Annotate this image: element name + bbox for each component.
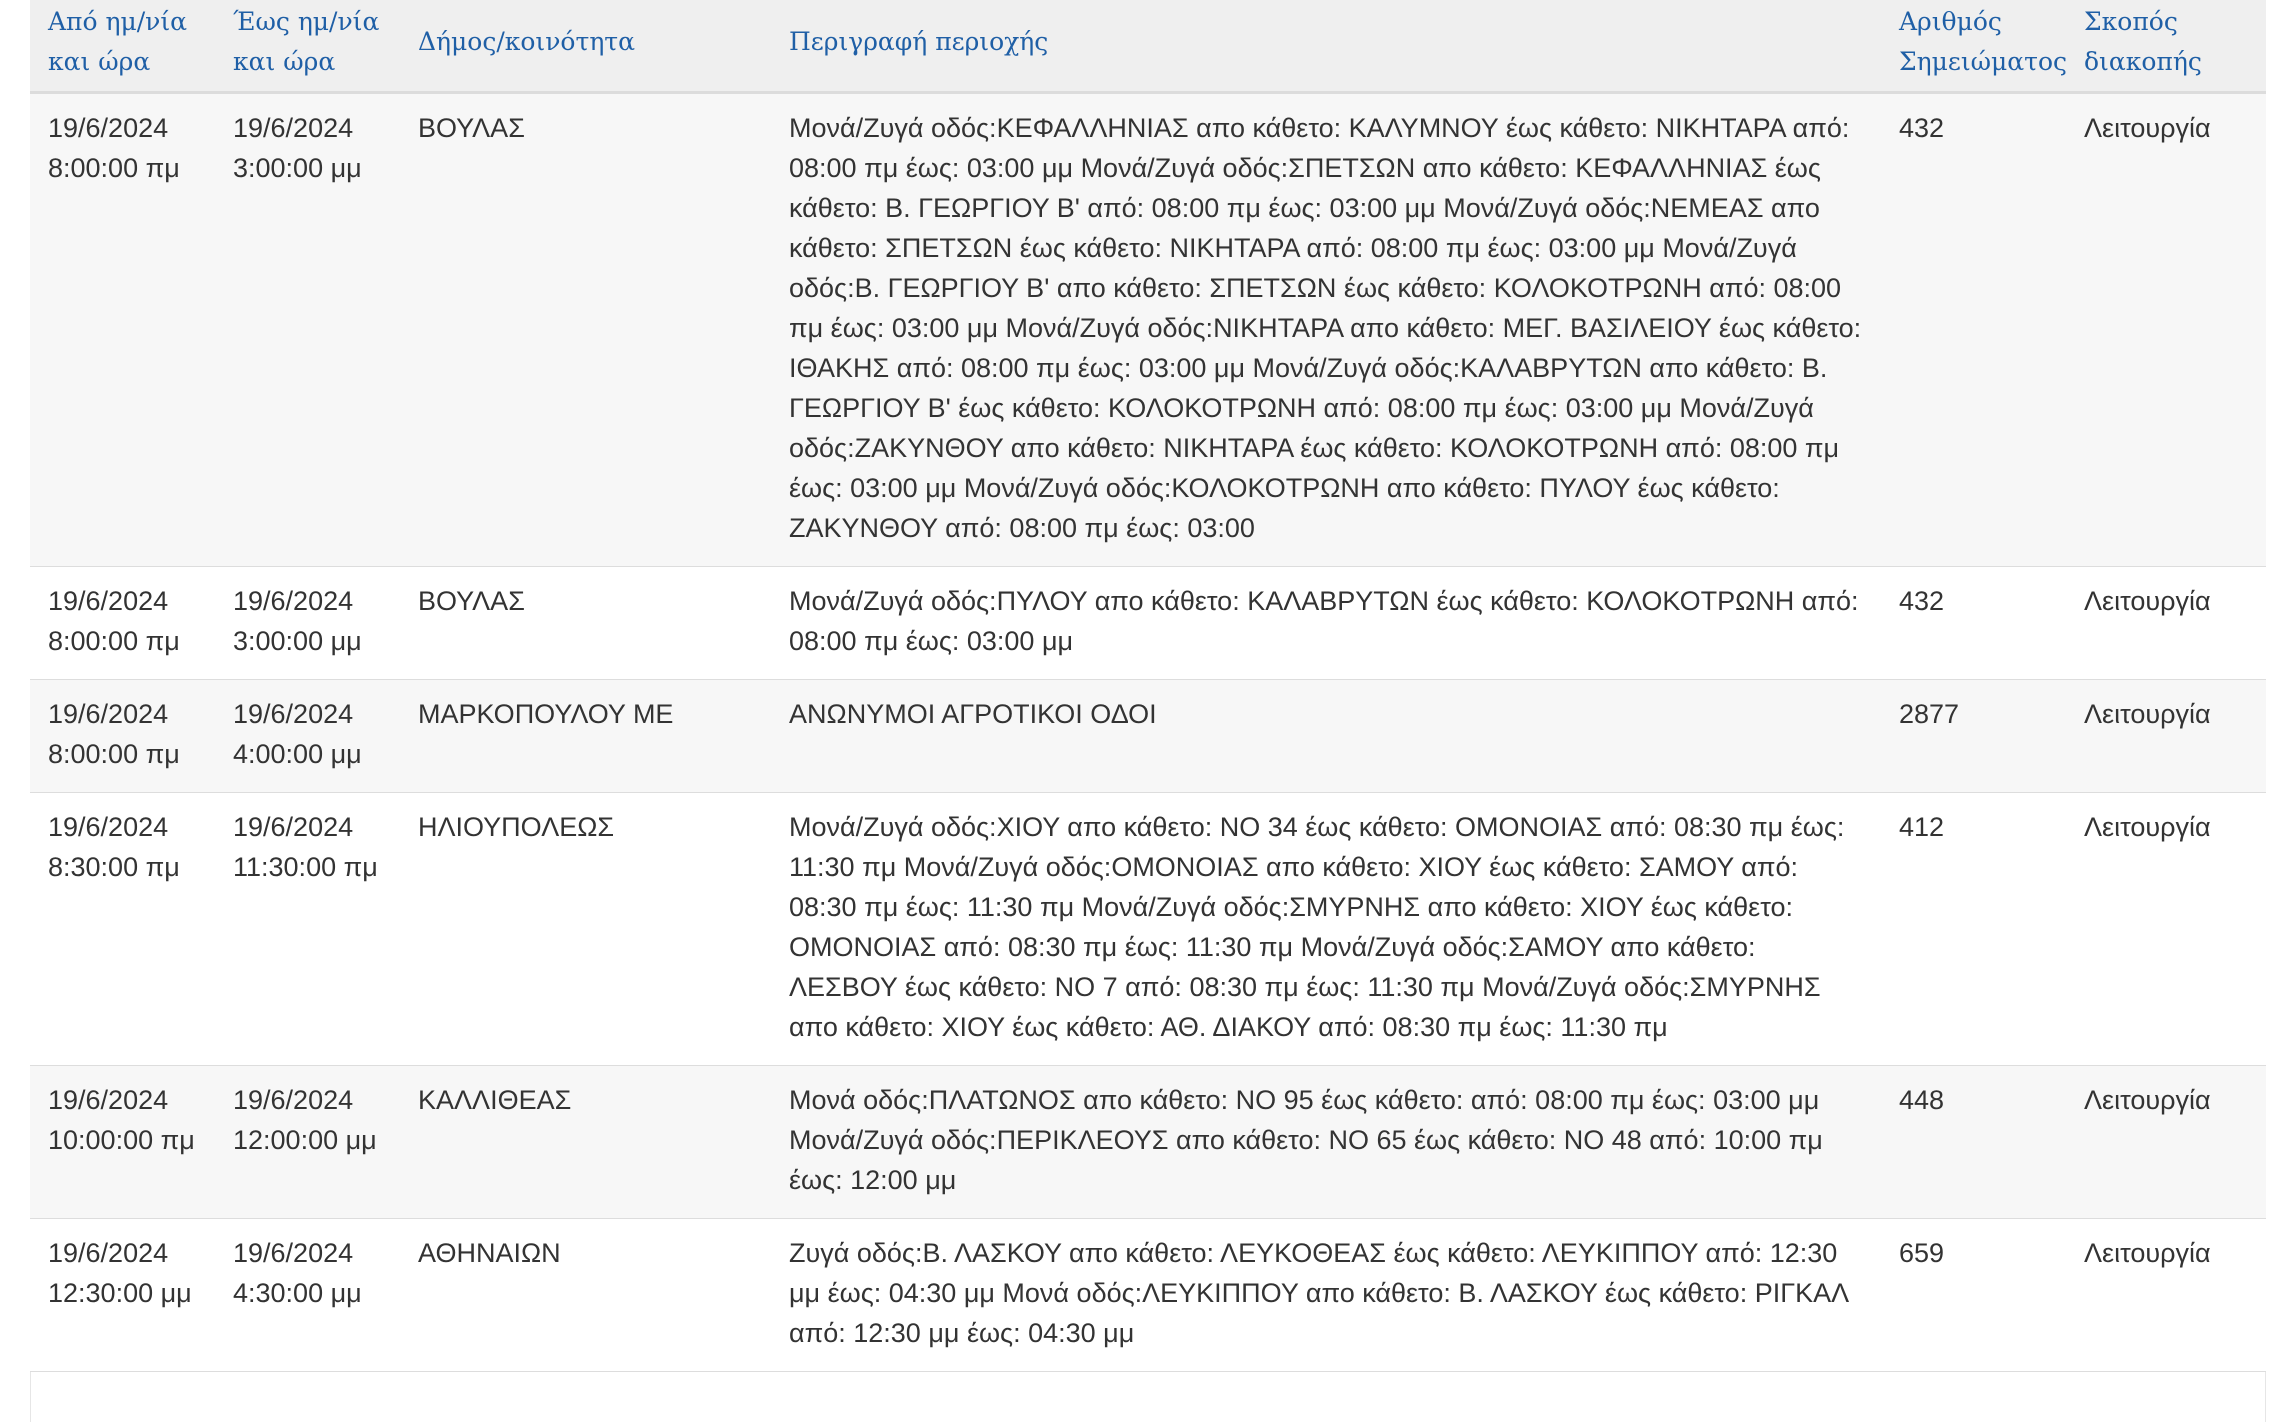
cell-outage-purpose: Λειτουργία [2084, 112, 2211, 143]
cell-area-description: ΑΝΩΝΥΜΟΙ ΑΓΡΟΤΙΚΟΙ ΟΔΟΙ [789, 698, 1157, 729]
cell-from-datetime: 19/6/2024 8:00:00 πμ [48, 698, 180, 769]
cell-to-datetime: 19/6/2024 4:00:00 μμ [233, 698, 362, 769]
table-body [30, 92, 2266, 1371]
cell-from-datetime: 19/6/2024 8:00:00 πμ [48, 112, 180, 183]
cell-municipality: ΑΘΗΝΑΙΩΝ [418, 1237, 561, 1268]
cell-from-datetime: 19/6/2024 8:30:00 πμ [48, 811, 180, 882]
cell-from-datetime: 19/6/2024 10:00:00 πμ [48, 1084, 195, 1155]
cell-from-datetime: 19/6/2024 8:00:00 πμ [48, 585, 180, 656]
cell-to-datetime: 19/6/2024 4:30:00 μμ [233, 1237, 362, 1308]
header-row [30, 0, 2266, 92]
cell-municipality: ΒΟΥΛΑΣ [418, 112, 525, 143]
cell-outage-purpose: Λειτουργία [2084, 698, 2211, 729]
header-outage-purpose[interactable]: Σκοπός διακοπής [2084, 7, 2202, 77]
cell-note-number: 432 [1899, 585, 1945, 616]
table-header [30, 0, 2266, 92]
cell-area-description: Ζυγά οδός:Β. ΛΑΣΚΟΥ απο κάθετο: ΛΕΥΚΟΘΕΑΣ έως κάθετο: ΛΕΥΚΙΠΠΟΥ από: 12:30 μμ έως: 04:30 μμ Μονά οδός:ΛΕΥΚΙΠΠΟΥ απο κάθετο: Β. ΛΑΣΚΟΥ έως κάθετο: ΡΙΓΚΑΛ από: 12:30 μμ έως: 04:30 μμ [789, 1237, 1848, 1348]
cell-note-number: 2877 [1899, 698, 1960, 729]
cell-outage-purpose: Λειτουργία [2084, 585, 2211, 616]
cell-municipality: ΜΑΡΚΟΠΟΥΛΟΥ ΜΕ [418, 698, 674, 729]
cell-to-datetime: 19/6/2024 12:00:00 μμ [233, 1084, 377, 1155]
header-municipality[interactable]: Δήμος/κοινότητα [418, 27, 636, 57]
cell-area-description: Μονά οδός:ΠΛΑΤΩΝΟΣ απο κάθετο: ΝΟ 95 έως κάθετο: από: 08:00 πμ έως: 03:00 μμ Μονά/Ζυγά οδός:ΠΕΡΙΚΛΕΟΥΣ απο κάθετο: ΝΟ 65 έως κάθετο: ΝΟ 48 από: 10:00 πμ έως: 12:00 μμ [789, 1084, 1823, 1195]
cell-area-description: Μονά/Ζυγά οδός:ΠΥΛΟΥ απο κάθετο: ΚΑΛΑΒΡΥΤΩΝ έως κάθετο: ΚΟΛΟΚΟΤΡΩΝΗ από: 08:00 πμ έως: 03:00 μμ [789, 585, 1859, 656]
cell-municipality: ΚΑΛΛΙΘΕΑΣ [418, 1084, 572, 1115]
cell-note-number: 448 [1899, 1084, 1945, 1115]
cell-note-number: 412 [1899, 811, 1945, 842]
table-row [30, 1218, 2266, 1371]
cell-note-number: 659 [1899, 1237, 1945, 1268]
cell-to-datetime: 19/6/2024 3:00:00 μμ [233, 112, 362, 183]
header-from-datetime[interactable]: Από ημ/νία και ώρα [48, 7, 188, 77]
cell-outage-purpose: Λειτουργία [2084, 1084, 2211, 1115]
table-row [30, 566, 2266, 679]
header-note-number[interactable]: Αριθμός Σημειώματος [1899, 7, 2068, 77]
header-area-description[interactable]: Περιγραφή περιοχής [789, 27, 1049, 57]
table-row [30, 92, 2266, 566]
cell-to-datetime: 19/6/2024 3:00:00 μμ [233, 585, 362, 656]
cell-area-description: Μονά/Ζυγά οδός:ΚΕΦΑΛΛΗΝΙΑΣ απο κάθετο: ΚΑΛΥΜΝΟΥ έως κάθετο: ΝΙΚΗΤΑΡΑ από: 08:00 πμ έως: 03:00 μμ Μονά/Ζυγά οδός:ΣΠΕΤΣΩΝ απο κάθετο: ΚΕΦΑΛΛΗΝΙΑΣ έως κάθετο: Β. ΓΕΩΡΓΙΟΥ Β' από: 08:00 πμ έως: 03:00 μμ Μονά/Ζυγά οδός:ΝΕΜΕΑΣ απο κάθετο: ΣΠΕΤΣΩΝ έως κάθετο: ΝΙΚΗΤΑΡΑ από: 08:00 πμ έως: 03:00 μμ Μονά/Ζυγά οδός:Β. ΓΕΩΡΓΙΟΥ Β' απο κάθετο: ΣΠΕΤΣΩΝ έως κάθετο: ΚΟΛΟΚΟΤΡΩΝΗ από: 08:00 πμ έως: 03:00 μμ Μονά/Ζυγά οδός:ΝΙΚΗΤΑΡΑ απο κάθετο: ΜΕΓ. ΒΑΣΙΛΕΙΟΥ έως κάθετο: ΙΘΑΚΗΣ από: 08:00 πμ έως: 03:00 μμ Μονά/Ζυγά οδός:ΚΑΛΑΒΡΥΤΩΝ απο κάθετο: Β. ΓΕΩΡΓΙΟΥ Β' έως κάθετο: ΚΟΛΟΚΟΤΡΩΝΗ από: 08:00 πμ έως: 03:00 μμ Μονά/Ζυγά οδός:ΖΑΚΥΝΘΟΥ απο κάθετο: ΝΙΚΗΤΑΡΑ έως κάθετο: ΚΟΛΟΚΟΤΡΩΝΗ από: 08:00 πμ έως: 03:00 μμ Μονά/Ζυγά οδός:ΚΟΛΟΚΟΤΡΩΝΗ απο κάθετο: ΠΥΛΟΥ έως κάθετο: ΖΑΚΥΝΘΟΥ από: 08:00 πμ έως: 03:00 [789, 112, 1862, 543]
table-row [30, 1065, 2266, 1218]
table-row [30, 792, 2266, 1065]
header-to-datetime[interactable]: Έως ημ/νία και ώρα [233, 7, 380, 77]
cell-outage-purpose: Λειτουργία [2084, 1237, 2211, 1268]
cell-area-description: Μονά/Ζυγά οδός:ΧΙΟΥ απο κάθετο: ΝΟ 34 έως κάθετο: ΟΜΟΝΟΙΑΣ από: 08:30 πμ έως: 11:30 πμ Μονά/Ζυγά οδός:ΟΜΟΝΟΙΑΣ απο κάθετο: ΧΙΟΥ έως κάθετο: ΣΑΜΟΥ από: 08:30 πμ έως: 11:30 πμ Μονά/Ζυγά οδός:ΣΜΥΡΝΗΣ απο κάθετο: ΧΙΟΥ έως κάθετο: ΟΜΟΝΟΙΑΣ από: 08:30 πμ έως: 11:30 πμ Μονά/Ζυγά οδός:ΣΑΜΟΥ απο κάθετο: ΛΕΣΒΟΥ έως κάθετο: ΝΟ 7 από: 08:30 πμ έως: 11:30 πμ Μονά/Ζυγά οδός:ΣΜΥΡΝΗΣ απο κάθετο: ΧΙΟΥ έως κάθετο: ΑΘ. ΔΙΑΚΟΥ από: 08:30 πμ έως: 11:30 πμ [789, 811, 1845, 1042]
cell-municipality: ΒΟΥΛΑΣ [418, 585, 525, 616]
outage-table [30, 0, 2266, 1372]
table-row [30, 679, 2266, 792]
cell-outage-purpose: Λειτουργία [2084, 811, 2211, 842]
cell-from-datetime: 19/6/2024 12:30:00 μμ [48, 1237, 192, 1308]
cell-to-datetime: 19/6/2024 11:30:00 πμ [233, 811, 378, 882]
cell-municipality: ΗΛΙΟΥΠΟΛΕΩΣ [418, 811, 615, 842]
cell-note-number: 432 [1899, 112, 1945, 143]
